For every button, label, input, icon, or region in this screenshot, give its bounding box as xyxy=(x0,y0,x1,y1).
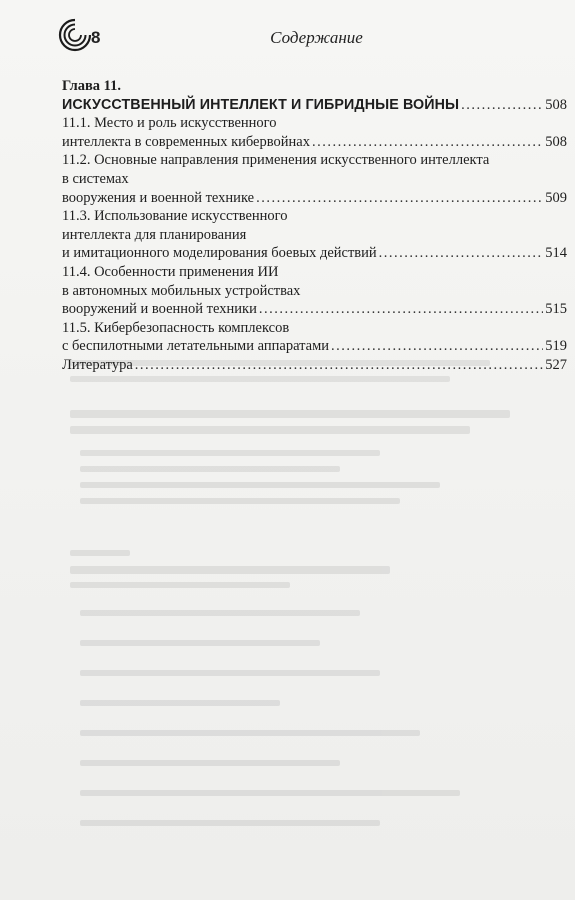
toc-entry-line: 11.5. Кибербезопасность комплексов xyxy=(62,319,290,336)
toc-entries xyxy=(62,114,567,374)
toc-entry-text: вооружения и военной технике xyxy=(62,189,255,206)
toc-entry-last-line xyxy=(62,356,567,375)
toc-entry[interactable] xyxy=(62,207,567,263)
toc-entry-line: 11.2. Основные направления применения искусственного интеллекта xyxy=(62,152,490,169)
toc-entry-last-line xyxy=(62,189,567,208)
toc-entry-page-number: 527 xyxy=(545,356,567,373)
toc-entry-last-line xyxy=(62,300,567,319)
toc-entry-page-number: 515 xyxy=(545,301,567,318)
toc-entry-line: 11.1. Место и роль искусственного xyxy=(62,115,277,132)
toc-entry-line: в системах xyxy=(62,170,129,187)
show-through-texture xyxy=(60,340,560,880)
dot-leader xyxy=(331,337,543,356)
toc-entry-line: в автономных мобильных устройствах xyxy=(62,282,301,299)
toc-entry-line: интеллекта для планирования xyxy=(62,226,247,243)
toc-entry[interactable] xyxy=(62,114,567,151)
toc-entry-last-line xyxy=(62,244,567,263)
dot-leader xyxy=(135,356,543,375)
dot-leader xyxy=(256,189,543,208)
toc-entry-page-number: 509 xyxy=(545,189,567,206)
toc-entry[interactable] xyxy=(62,356,567,375)
toc-entry-page-number: 508 xyxy=(545,133,567,150)
toc-entry-page-number: 514 xyxy=(545,245,567,262)
toc-entry-last-line xyxy=(62,337,567,356)
dot-leader xyxy=(259,300,543,319)
toc-entry-line: 11.3. Использование искусственного xyxy=(62,208,288,225)
toc-entry-line: 11.4. Особенности применения ИИ xyxy=(62,263,279,280)
toc-entry-text: и имитационного моделирования боевых действий xyxy=(62,245,377,262)
toc-entry-text: с беспилотными летательными аппаратами xyxy=(62,338,330,355)
chapter-label: Глава 11. xyxy=(62,78,122,94)
toc-chapter-entry[interactable] xyxy=(62,96,567,115)
chapter-page-number: 508 xyxy=(545,96,567,113)
toc-entry-page-number: 519 xyxy=(545,338,567,355)
running-head: Содержание xyxy=(270,28,363,47)
toc-entry-last-line xyxy=(62,133,567,152)
dot-leader xyxy=(461,96,543,115)
toc-entry[interactable] xyxy=(62,319,567,356)
toc-entry-text: интеллекта в современных кибервойнах xyxy=(62,133,310,150)
toc-entry[interactable] xyxy=(62,151,567,207)
dot-leader xyxy=(312,133,543,152)
chapter-title: ИСКУССТВЕННЫЙ ИНТЕЛЛЕКТ И ГИБРИДНЫЕ ВОЙНЫ xyxy=(62,96,460,113)
page-header xyxy=(0,0,575,70)
table-of-contents xyxy=(62,77,567,375)
toc-entry-text: вооружений и военной техники xyxy=(62,301,257,318)
toc-entry-text: Литература xyxy=(62,356,133,373)
dot-leader xyxy=(379,244,544,263)
toc-entry[interactable] xyxy=(62,263,567,319)
page-number: 8 xyxy=(91,28,101,47)
